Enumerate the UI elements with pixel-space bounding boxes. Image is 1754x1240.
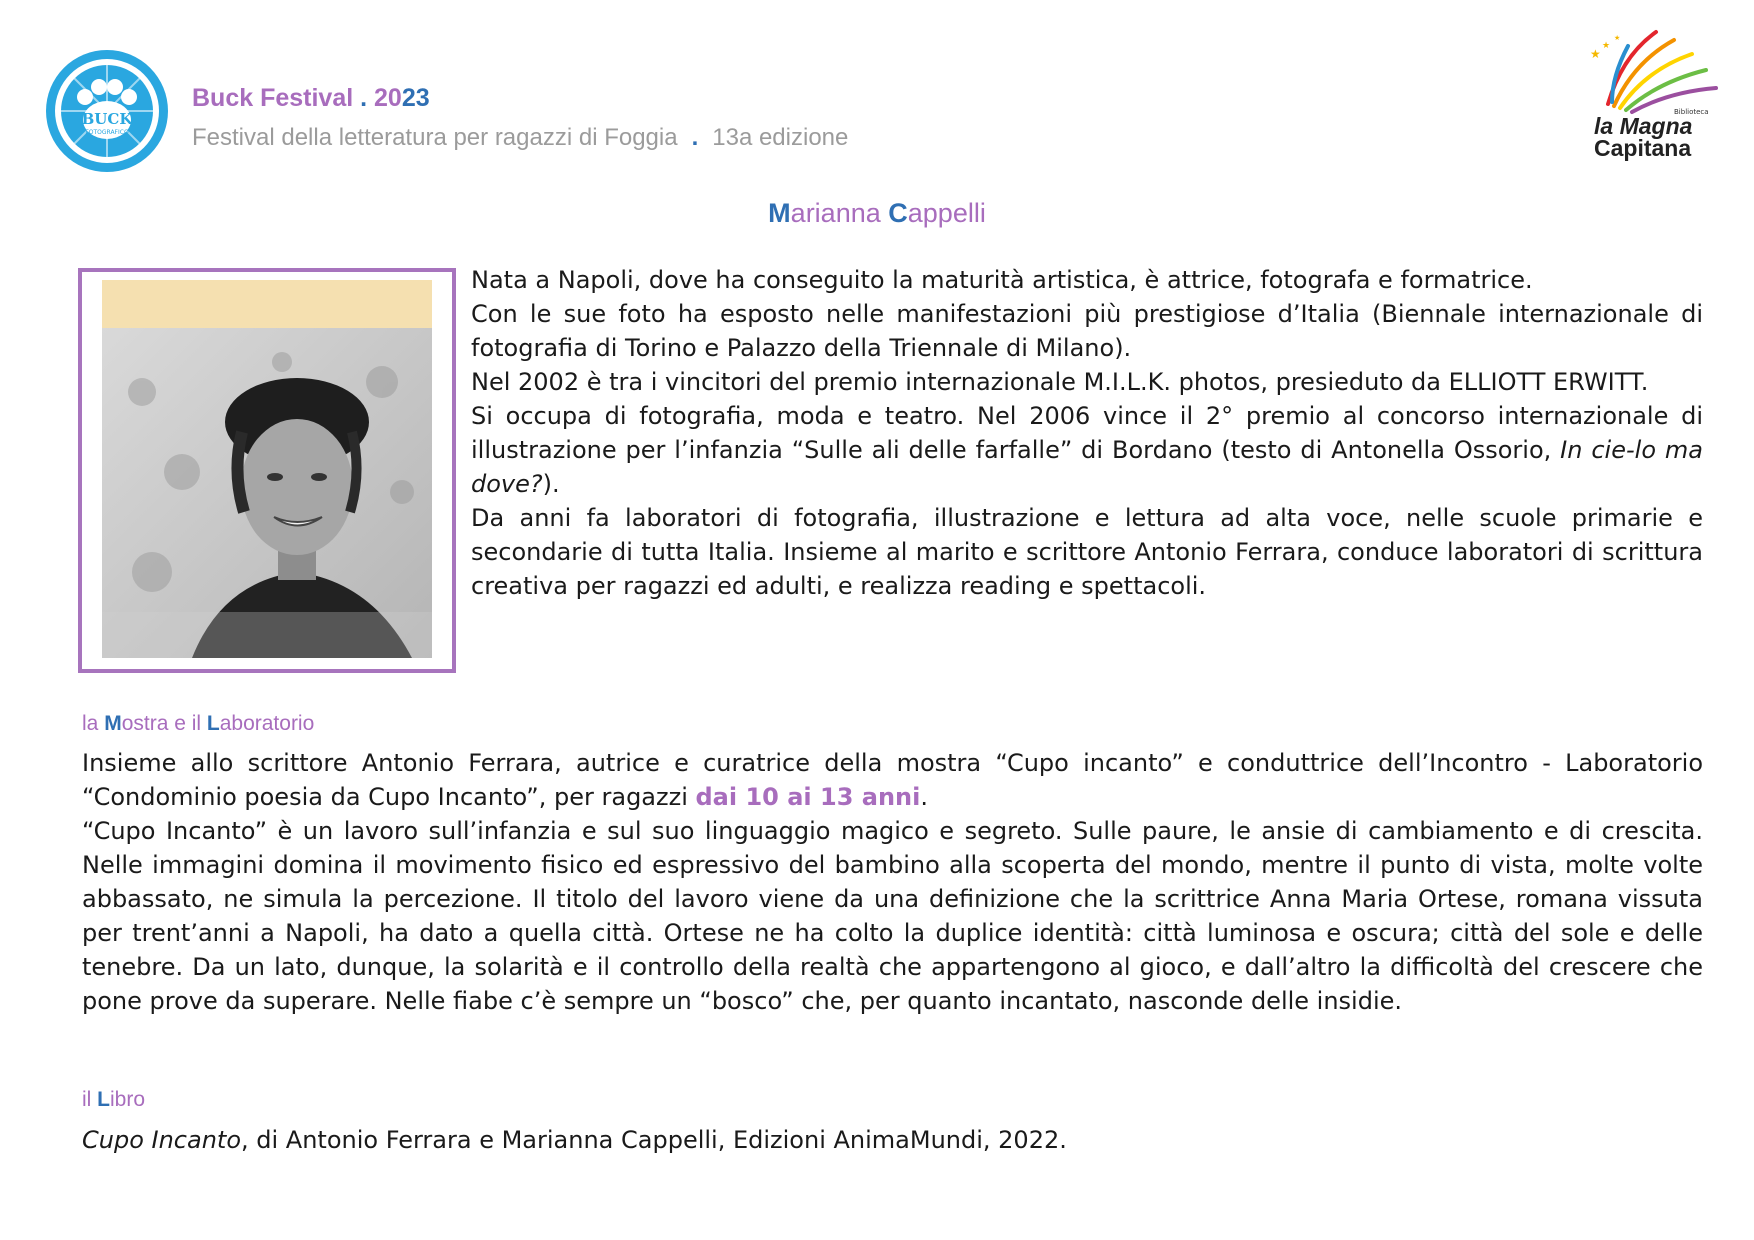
year-suffix: 23 bbox=[401, 84, 430, 112]
bio-paragraph: Da anni fa laboratori di fotografia, illustrazione e lettura ad alta voce, nelle scuole primarie e secondarie di tutta Italia. Insieme al marito e scrittore Antonio Ferrara, conduce laboratori di scrittura creativa per ragazzi ed adulti, e realizza reading e spettacoli. bbox=[471, 504, 1703, 600]
bio-paragraph: Nel 2002 è tra i vincitori del premio internazionale M.I.L.K. photos, presieduto da ELLIOTT ERWITT. bbox=[471, 368, 1649, 396]
festival-name: Buck Festival bbox=[192, 84, 354, 112]
book-title: Cupo Incanto bbox=[82, 1126, 242, 1154]
year-prefix: 20 bbox=[374, 84, 402, 112]
svg-text:FOTOGRAFICO: FOTOGRAFICO bbox=[85, 129, 129, 136]
magna-capitana-logo bbox=[1582, 26, 1722, 161]
festival-subtitle: Festival della letteratura per ragazzi di Foggia . 13a edizione bbox=[192, 124, 849, 151]
bio-paragraph: Con le sue foto ha esposto nelle manifestazioni più prestigiose d’Italia (Biennale internazionale di fotografia di Torino e Palazzo della Triennale di Milano). bbox=[471, 300, 1703, 362]
person-name: Marianna Cappelli bbox=[768, 198, 986, 228]
buck-festival-logo bbox=[44, 48, 170, 174]
portrait-photo bbox=[78, 268, 456, 673]
section-text-mostra bbox=[82, 746, 1703, 1018]
svg-text:la Magna: la Magna bbox=[1594, 113, 1693, 139]
svg-text:Capitana: Capitana bbox=[1594, 135, 1692, 161]
svg-text:Biblioteca: Biblioteca bbox=[1674, 108, 1709, 116]
bio-paragraph: Si occupa di fotografia, moda e teatro. Nel 2006 vince il 2° premio al concorso internazionale di illustrazione per l’infanzia “Sulle ali delle farfalle” di Bordano (testo di Antonella Ossorio, In cie-lo ma dove?). bbox=[471, 402, 1703, 498]
festival-title: Buck Festival . 2023 bbox=[192, 84, 430, 112]
mostra-paragraph: Insieme allo scrittore Antonio Ferrara, autrice e curatrice della mostra “Cupo incanto” e conduttrice dell’Incontro - Laboratorio “Condominio poesia da Cupo Incanto”, per ragazzi dai 10 ai 13 anni. bbox=[82, 749, 1703, 811]
section-heading-mostra: la Mostra e il Laboratorio bbox=[82, 712, 315, 735]
book-reference: Cupo Incanto, di Antonio Ferrara e Marianna Cappelli, Edizioni AnimaMundi, 2022. bbox=[82, 1126, 1067, 1154]
svg-text:★: ★ bbox=[1614, 34, 1621, 42]
svg-text:★: ★ bbox=[1602, 41, 1611, 51]
svg-text:BUCK: BUCK bbox=[81, 110, 133, 128]
edition-label: 13a edizione bbox=[712, 124, 849, 151]
section-heading-libro: il Libro bbox=[82, 1088, 146, 1111]
age-range: dai 10 ai 13 anni bbox=[695, 783, 921, 811]
mostra-paragraph: “Cupo Incanto” è un lavoro sull’infanzia e sul suo linguaggio magico e segreto. Sulle paure, le ansie di cambiamento e di crescita. Nelle immagini domina il movimento fisico ed espressivo del bambino alla scoperta del mondo, mentre il punto di vista, molte volte abbassato, ne simula la percezione. Il titolo del lavoro viene da una definizione che la scrittrice Anna Maria Ortese, romana vissuta per trent’anni a Napoli, ha dato a quella città. Ortese ne ha colto la duplice identità: città luminosa e oscura; città del sole e delle tenebre. Da un lato, dunque, la solarità e il controllo della realtà che appartengono al gioco, e dall’altro la difficoltà del crescere che pone prove da superare. Nelle fiabe c’è sempre un “bosco” che, per quanto incantato, nasconde delle insidie. bbox=[82, 817, 1703, 1015]
svg-text:★: ★ bbox=[1590, 47, 1601, 61]
biography bbox=[471, 263, 1703, 603]
subtitle-left: Festival della letteratura per ragazzi di Foggia bbox=[192, 124, 678, 151]
bio-paragraph: Nata a Napoli, dove ha conseguito la maturità artistica, è attrice, fotografa e formatrice. bbox=[471, 266, 1533, 294]
